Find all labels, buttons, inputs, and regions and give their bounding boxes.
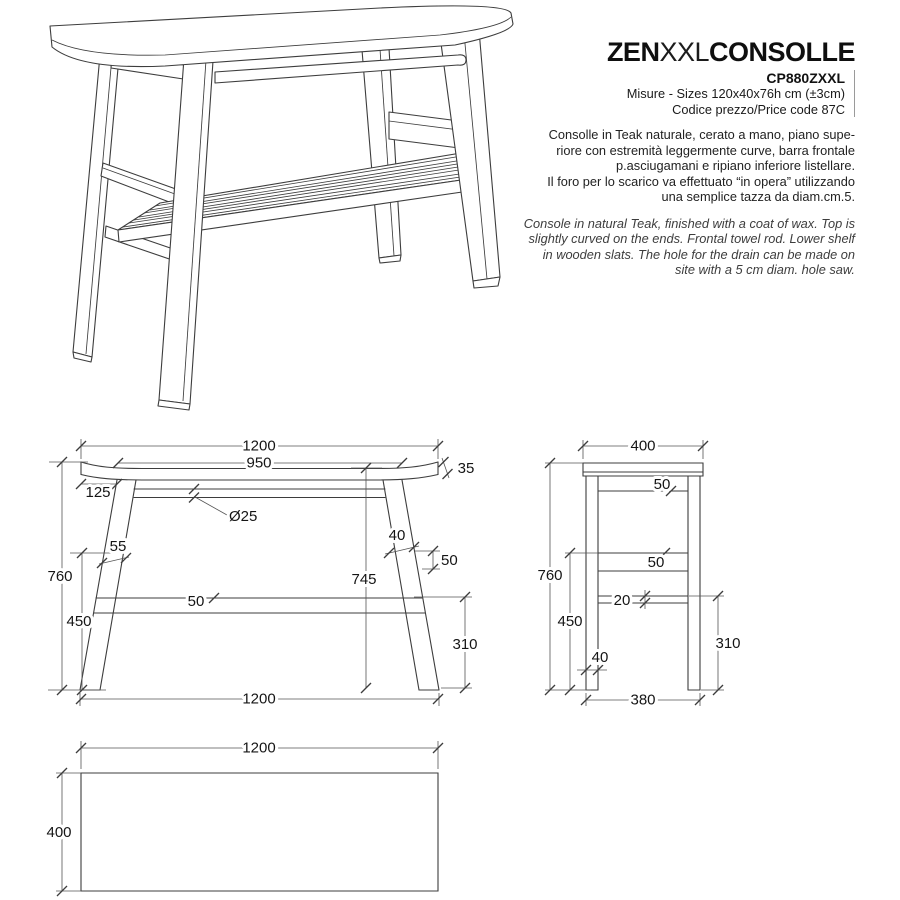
dim-side-shelf-clearance: 310 bbox=[715, 635, 741, 652]
dim-front-leg-offset: 50 bbox=[441, 552, 458, 569]
dim-side-rail-height: 50 bbox=[647, 554, 665, 571]
description-line: in wooden slats. The hole for the drain can be made on bbox=[542, 246, 855, 262]
dim-front-height-total: 760 bbox=[47, 568, 73, 585]
dim-top-depth: 400 bbox=[46, 824, 72, 841]
back-left-leg bbox=[73, 55, 119, 357]
sizes-line: Misure - Sizes 120x40x76h cm (±3cm) bbox=[626, 86, 845, 101]
title-part-zen: ZEN bbox=[606, 37, 660, 67]
description-line: slightly curved on the ends. Frontal towel rod. Lower shelf bbox=[528, 231, 855, 247]
dim-front-bar-diameter: Ø25 bbox=[229, 508, 258, 525]
dim-front-leg-width: 55 bbox=[109, 538, 127, 555]
dim-top-length: 1200 bbox=[242, 739, 276, 757]
dim-front-shelf-clearance: 310 bbox=[452, 636, 478, 653]
dim-front-bottom-length: 1200 bbox=[242, 690, 276, 708]
dim-front-top-span: 950 bbox=[246, 454, 272, 472]
description-line: riore con estremità leggermente curve, barra frontale bbox=[556, 142, 855, 158]
dim-front-overhang: 125 bbox=[85, 484, 111, 501]
side-view-dimension-lines bbox=[545, 437, 724, 706]
dim-front-leg-width-right: 40 bbox=[388, 527, 406, 544]
back-right-leg bbox=[362, 48, 401, 258]
price-code-line: Codice prezzo/Price code 87C bbox=[672, 101, 845, 117]
dim-front-top-thickness: 35 bbox=[457, 460, 475, 477]
dim-side-height-rail: 450 bbox=[557, 613, 583, 630]
dim-side-top-depth: 400 bbox=[630, 437, 656, 455]
description-line: p.asciugamani e ripiano inferiore listellare. bbox=[616, 158, 855, 174]
description-line: Il foro per lo scarico va effettuato “in opera” utilizzando bbox=[547, 173, 855, 189]
dim-front-height-mid: 745 bbox=[351, 571, 377, 588]
dim-side-slat-thickness: 20 bbox=[613, 592, 631, 609]
dim-side-leg-width: 40 bbox=[591, 649, 609, 666]
dim-side-feet-span: 380 bbox=[630, 691, 656, 709]
top-view-dimension-lines bbox=[56, 741, 443, 896]
dim-front-top-length: 1200 bbox=[242, 437, 276, 455]
description-line: Consolle in Teak naturale, cerato a mano, piano supe- bbox=[548, 127, 855, 142]
title-part-consolle: CONSOLLE bbox=[708, 37, 855, 67]
product-info-block bbox=[425, 70, 855, 117]
side-view bbox=[537, 438, 740, 709]
dim-front-shelf-thickness: 50 bbox=[187, 593, 205, 610]
description-english bbox=[425, 216, 855, 277]
description-line: Console in natural Teak, finished with a coat of wax. Top is bbox=[523, 215, 855, 231]
top-view-outline bbox=[81, 773, 438, 891]
top-view bbox=[46, 740, 443, 897]
dim-side-apron-height: 50 bbox=[653, 476, 671, 493]
description-line: site with a 5 cm diam. hole saw. bbox=[675, 261, 855, 277]
product-title bbox=[425, 38, 855, 66]
product-code: CP880ZXXL bbox=[766, 70, 845, 86]
dim-side-height-total: 760 bbox=[537, 567, 563, 584]
description bbox=[425, 127, 855, 277]
description-italian bbox=[425, 127, 855, 205]
front-view-linework bbox=[80, 462, 439, 690]
description-line: una semplice tazza da diam.cm.5. bbox=[661, 189, 855, 205]
header bbox=[425, 38, 855, 117]
title-part-xxl: XXL bbox=[659, 37, 709, 67]
dim-front-height-rail: 450 bbox=[66, 613, 92, 630]
front-view bbox=[47, 438, 477, 708]
